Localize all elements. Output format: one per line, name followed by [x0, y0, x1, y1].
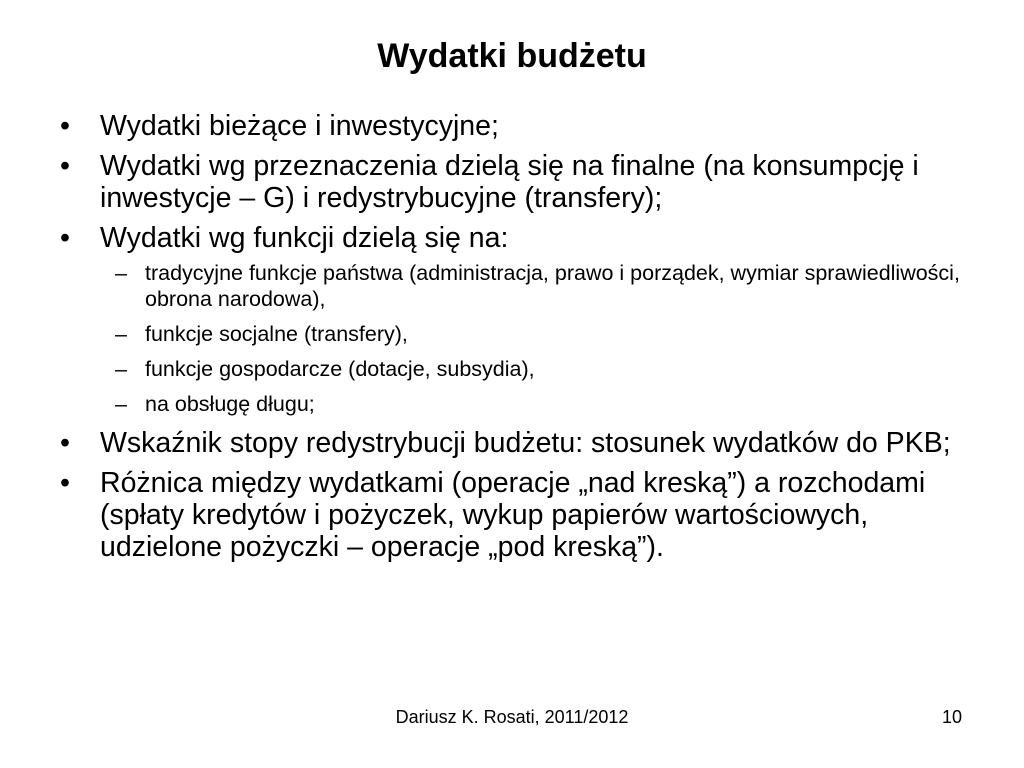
- bullet-marker: •: [60, 467, 70, 499]
- sub-bullet-item: [115, 391, 995, 417]
- footer-author: Dariusz K. Rosati, 2011/2012: [395, 707, 629, 727]
- sub-bullet-marker: –: [115, 322, 127, 346]
- bullet-item: [60, 427, 995, 459]
- sub-bullet-text: funkcje socjalne (transfery),: [145, 322, 408, 346]
- bullet-item: [60, 150, 995, 214]
- sub-bullet-item: [115, 356, 995, 382]
- bullet-item: [60, 467, 995, 563]
- page-number: 10: [941, 707, 962, 727]
- sub-bullet-marker: –: [115, 392, 127, 416]
- bullet-text: Wydatki wg funkcji dzielą się na:: [100, 222, 509, 254]
- bullet-marker: •: [60, 427, 70, 459]
- bullet-text: Wskaźnik stopy redystrybucji budżetu: stosunek wydatków do PKB;: [100, 427, 951, 459]
- bullet-text: Wydatki wg przeznaczenia dzielą się na finalne (na konsumpcję i inwestycje – G) i redystrybucyjne (transfery);: [100, 150, 919, 214]
- bullet-marker: •: [60, 110, 70, 142]
- sub-bullet-item: [115, 321, 995, 347]
- bullet-item: [60, 110, 995, 142]
- bullet-marker: •: [60, 150, 70, 182]
- sub-bullet-text: na obsługę długu;: [145, 392, 315, 416]
- sub-bullet-text: tradycyjne funkcje państwa (administracja, prawo i porządek, wymiar sprawiedliwości, obrona narodowa),: [145, 261, 960, 311]
- sub-bullet-marker: –: [115, 357, 127, 381]
- bullet-item: [60, 222, 995, 254]
- slide-content: [60, 110, 995, 571]
- sub-bullet-list: [60, 260, 995, 417]
- slide-title: Wydatki budżetu: [377, 37, 647, 75]
- sub-bullet-marker: –: [115, 261, 127, 285]
- sub-bullet-text: funkcje gospodarcze (dotacje, subsydia),: [145, 357, 535, 381]
- bullet-marker: •: [60, 222, 70, 254]
- sub-bullet-item: [115, 260, 995, 312]
- bullet-text: Różnica między wydatkami (operacje „nad kreską”) a rozchodami (spłaty kredytów i pożyczek, wykup papierów wartościowych, udzielone pożyczki – operacje „pod kreską”).: [100, 467, 926, 563]
- bullet-text: Wydatki bieżące i inwestycyjne;: [100, 110, 499, 142]
